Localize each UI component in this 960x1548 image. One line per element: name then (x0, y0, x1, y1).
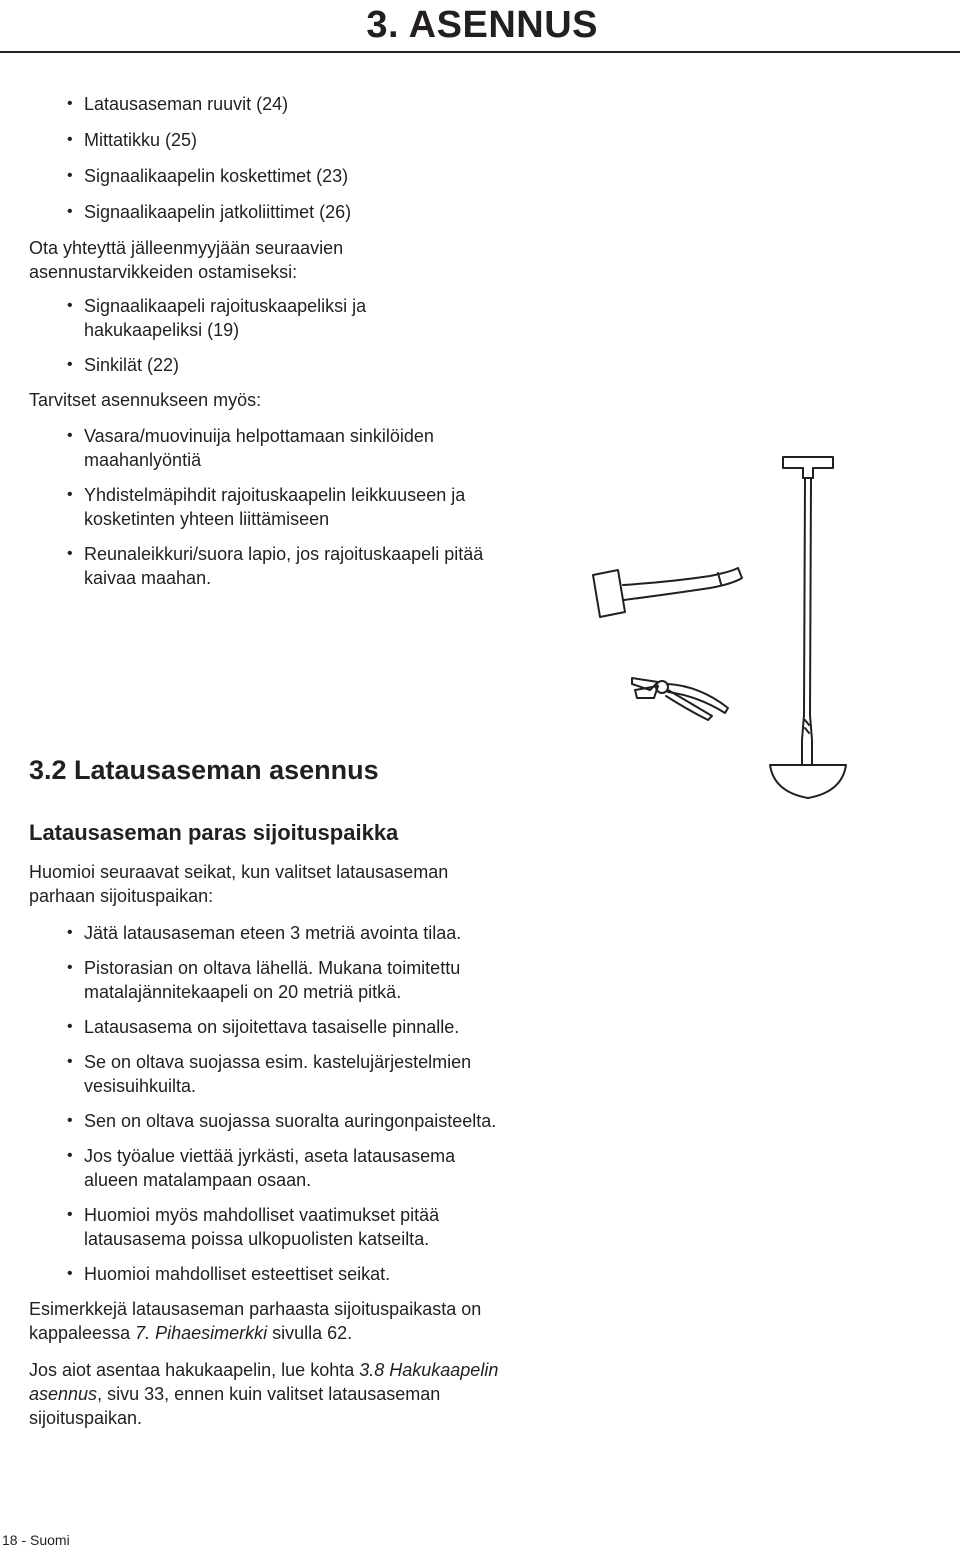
main-content (29, 92, 529, 1430)
text-run: Jos aiot asentaa hakukaapelin, lue kohta (29, 1360, 360, 1380)
list-item: • Signaalikaapelin koskettimet (23) (29, 164, 529, 188)
list-item: • Mittatikku (25) (29, 128, 529, 152)
spade-icon (770, 457, 846, 798)
list-item: • Pistorasian on oltava lähellä. Mukana toimitettu matalajännitekaapeli on 20 metriä pitkä. (29, 956, 509, 1004)
page-number: 18 - Suomi (2, 1532, 70, 1548)
cross-reference-link[interactable]: 3.8 Hakukaapelin asennus (29, 1360, 499, 1404)
list-item: • Signaalikaapeli rajoituskaapeliksi ja hakukaapeliksi (19) (29, 294, 469, 342)
paragraph-guide-wire (29, 1358, 499, 1430)
list-item: • Yhdistelmäpihdit rajoituskaapelin leikkuuseen ja kosketinten yhteen liittämiseen (29, 483, 504, 531)
list-accessories (29, 92, 529, 224)
list-tools (29, 424, 504, 590)
paragraph-examples (29, 1297, 509, 1345)
hammer-icon (593, 568, 742, 617)
list-item: • Jätä latausaseman eteen 3 metriä avointa tilaa. (29, 921, 509, 945)
paragraph-consider: Huomioi seuraavat seikat, kun valitset latausaseman parhaan sijoituspaikan: (29, 862, 449, 906)
list-item: • Vasara/muovinuija helpottamaan sinkilöiden maahanlyöntiä (29, 424, 504, 472)
chapter-title: 3. ASENNUS (366, 4, 598, 46)
paragraph-contact: Ota yhteyttä jälleenmyyjään seuraavien asennustarvikkeiden ostamiseksi: (29, 238, 344, 282)
list-item: • Reunaleikkuri/suora lapio, jos rajoituskaapeli pitää kaivaa maahan. (29, 542, 504, 590)
list-item: • Huomioi mahdolliset esteettiset seikat. (29, 1262, 509, 1286)
list-item: • Se on oltava suojassa esim. kastelujärjestelmien vesisuihkuilta. (29, 1050, 509, 1098)
list-item: • Latausasema on sijoitettava tasaiselle pinnalle. (29, 1015, 509, 1039)
pliers-icon (632, 678, 728, 720)
text-run: , sivu 33, ennen kuin valitset latausaseman sijoituspaikan. (29, 1384, 441, 1428)
subsection-heading: Latausaseman paras sijoituspaikka (29, 820, 399, 845)
list-item: • Jos työalue viettää jyrkästi, aseta latausasema alueen matalampaan osaan. (29, 1144, 509, 1192)
list-location-tips (29, 921, 509, 1286)
list-item: • Sinkilät (22) (29, 353, 469, 377)
text-run: sivulla 62. (267, 1323, 353, 1343)
list-item: • Signaalikaapelin jatkoliittimet (26) (29, 200, 529, 224)
text-run: Esimerkkejä latausaseman parhaasta sijoituspaikasta on kappaleessa (29, 1299, 482, 1343)
section-heading: 3.2 Latausaseman asennus (29, 755, 379, 785)
list-item: • Huomioi myös mahdolliset vaatimukset pitää latausasema poissa ulkopuolisten katseilta. (29, 1203, 509, 1251)
list-item: • Sen on oltava suojassa suoralta auringonpaisteelta. (29, 1109, 509, 1133)
list-item: • Latausaseman ruuvit (24) (29, 92, 529, 116)
tools-illustration (580, 440, 960, 820)
list-purchase (29, 294, 469, 377)
paragraph-needed: Tarvitset asennukseen myös: (29, 390, 262, 410)
cross-reference-link[interactable]: 7. Pihaesimerkki (135, 1323, 268, 1343)
